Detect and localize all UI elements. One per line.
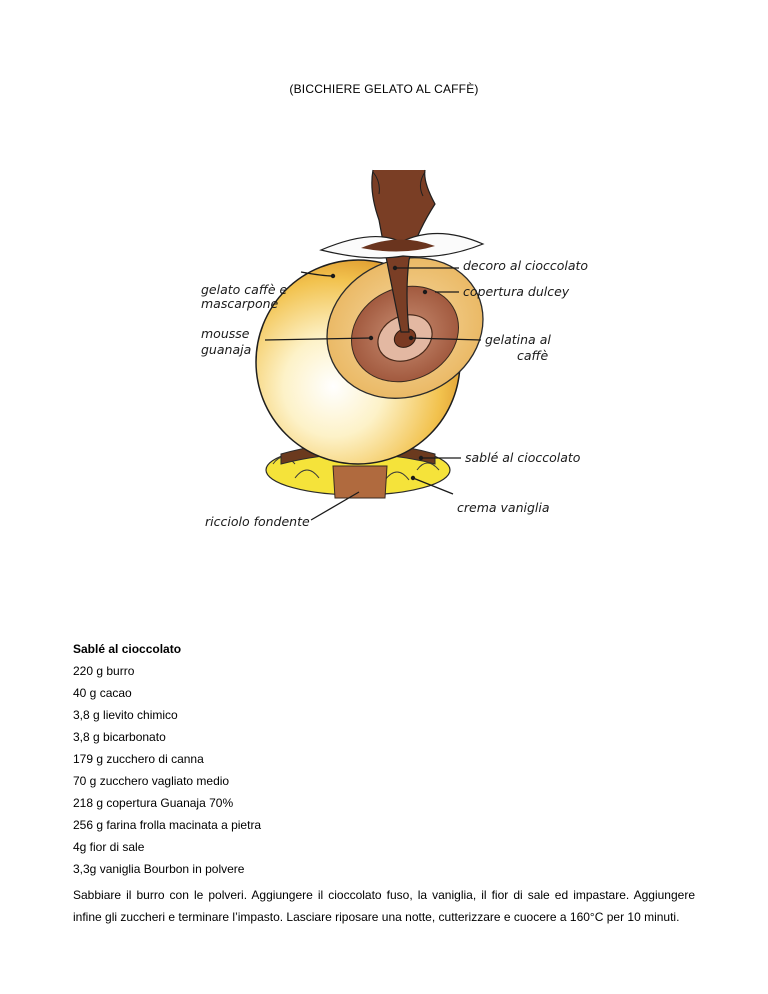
label-crema: crema vaniglia (457, 500, 550, 515)
ingredient-item: 3,8 g bicarbonato (73, 730, 166, 744)
ingredient-item: 256 g farina frolla macinata a pietra (73, 818, 262, 832)
ingredient-item: 179 g zucchero di canna (73, 752, 204, 766)
ingredient-item: 220 g burro (73, 664, 135, 678)
label-decoro: decoro al cioccolato (463, 258, 589, 273)
label-copertura: copertura dulcey (463, 284, 570, 299)
label-mousse-line1: mousse (201, 326, 250, 341)
label-gelatina-line1: gelatina al (485, 332, 551, 347)
dessert-illustration (173, 132, 603, 610)
page-title: (BICCHIERE GELATO AL CAFFÈ) (289, 82, 479, 96)
ingredient-list (73, 664, 695, 876)
dessert-drawing (173, 132, 603, 610)
label-gelato-line2: mascarpone (201, 296, 279, 311)
label-sable: sablé al cioccolato (465, 450, 581, 465)
ingredient-item: 3,3g vaniglia Bourbon in polvere (73, 862, 245, 876)
ingredient-item: 40 g cacao (73, 686, 132, 700)
ingredient-item: 218 g copertura Guanaja 70% (73, 796, 234, 810)
ingredient-item: 4g fior di sale (73, 840, 145, 854)
ingredient-item: 3,8 g lievito chimico (73, 708, 178, 722)
recipe-title: Sablé al cioccolato (73, 642, 182, 656)
label-ricciolo: ricciolo fondente (205, 514, 310, 529)
recipe-section (73, 642, 695, 928)
label-gelato-line1: gelato caffè e (201, 282, 288, 297)
recipe-instructions: Sabbiare il burro con le polveri. Aggiungere il cioccolato fuso, la vaniglia, il fior di sale ed impastare. Aggiungere infine gli zuccheri e terminare l’impasto. Lasciare riposare una notte, cutterizzare e cuocere a 160°C per 10 minuti. (73, 888, 695, 924)
ricciolo-fondente-block (333, 466, 387, 498)
ingredient-item: 70 g zucchero vagliato medio (73, 774, 230, 788)
label-mousse-line2: guanaja (201, 342, 252, 357)
label-gelatina-line2: caffè (517, 348, 549, 363)
